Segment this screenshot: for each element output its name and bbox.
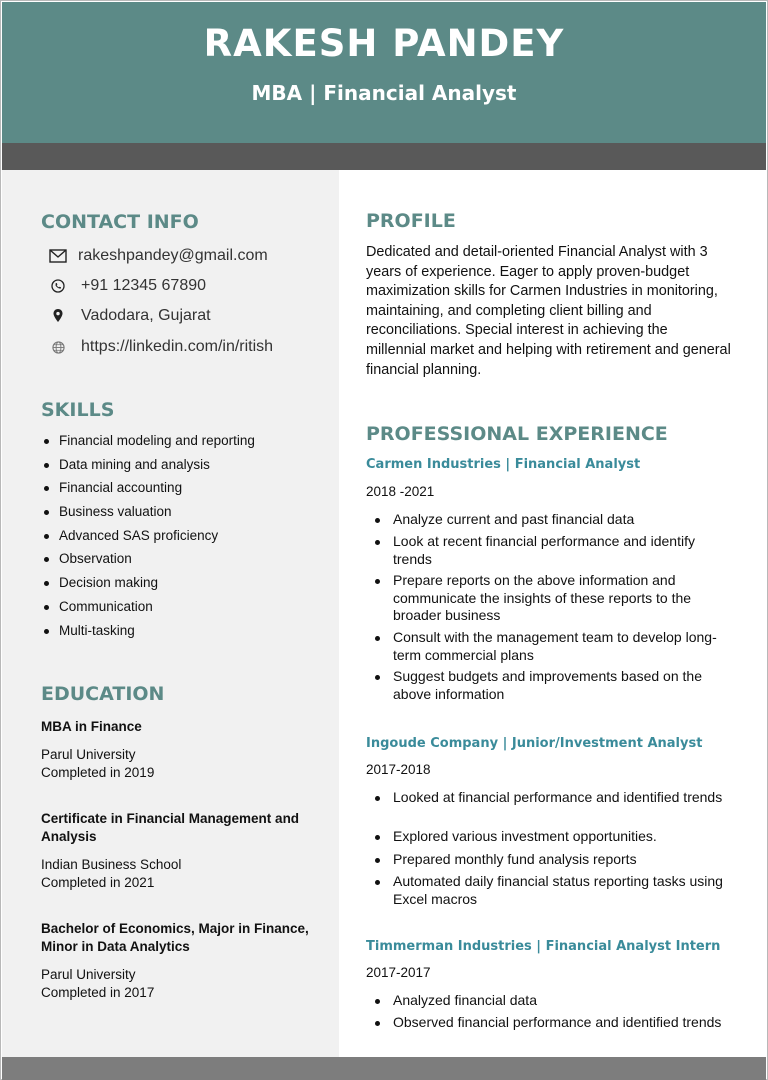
education-completed: Completed in 2019: [41, 765, 155, 780]
resume-header: [2, 2, 766, 143]
header-divider-band: [2, 143, 766, 170]
footer-band: [2, 1057, 766, 1080]
education-school: Parul University: [41, 967, 136, 982]
job-bullet: Observed financial performance and identified trends: [393, 1014, 733, 1032]
contact-info-heading: CONTACT INFO: [41, 211, 199, 233]
candidate-subtitle: MBA | Financial Analyst: [251, 81, 517, 105]
job-bullet: Prepared monthly fund analysis reports: [393, 851, 733, 869]
contact-location: Vadodara, Gujarat: [81, 307, 211, 324]
job-heading: Carmen Industries | Financial Analyst: [366, 457, 641, 472]
job-bullet: Consult with the management team to develop long-term commercial plans: [393, 629, 733, 664]
education-completed: Completed in 2017: [41, 985, 155, 1000]
skill-item: Financial modeling and reporting: [41, 431, 255, 455]
education-degree: Certificate in Financial Management and Analysis: [41, 811, 300, 844]
skill-item: Advanced SAS proficiency: [41, 526, 255, 550]
job-bullet: Analyzed financial data: [393, 992, 733, 1010]
education-school: Parul University: [41, 747, 136, 762]
skill-item: Communication: [41, 597, 255, 621]
globe-icon: [47, 341, 69, 354]
candidate-name: RAKESH PANDEY: [203, 22, 565, 65]
job-heading: Ingoude Company | Junior/Investment Analyst: [366, 736, 703, 751]
contact-email: rakeshpandey@gmail.com: [78, 247, 268, 264]
skill-item: Business valuation: [41, 502, 255, 526]
skills-heading: SKILLS: [41, 399, 115, 421]
profile-summary: Dedicated and detail-oriented Financial Analyst with 3 years of experience. Eager to apply proven-budget maximization skills for Carmen Industries in monitoring, maintaining, and completing client billing and reconciliations. Special interest in achieving the millennial market and helping with retirement and general financial planning.: [366, 244, 731, 378]
education-completed: Completed in 2021: [41, 875, 155, 890]
job-bullet: Look at recent financial performance and identify trends: [393, 533, 733, 568]
skill-item: Multi-tasking: [41, 621, 255, 645]
profile-heading: PROFILE: [366, 210, 456, 232]
education-heading: EDUCATION: [41, 683, 165, 705]
job-bullet: Explored various investment opportunities.: [393, 828, 733, 846]
job-bullet: Automated daily financial status reporting tasks using Excel macros: [393, 873, 733, 908]
skills-list: [41, 431, 255, 644]
job-bullet: Analyze current and past financial data: [393, 511, 733, 529]
envelope-icon: [47, 249, 69, 263]
skill-item: Decision making: [41, 573, 255, 597]
job-bullet: Prepare reports on the above information and communicate the insights of these reports to the broader business: [393, 572, 733, 625]
contact-location-row: [47, 305, 211, 327]
job-dates: 2017-2017: [366, 965, 431, 980]
education-degree: Bachelor of Economics, Major in Finance, Minor in Data Analytics: [41, 921, 309, 954]
phone-icon: [47, 279, 69, 293]
job-dates: 2017-2018: [366, 762, 431, 777]
contact-linkedin-link[interactable]: https://linkedin.com/in/ritish: [81, 338, 274, 355]
job-bullet: Looked at financial performance and identified trends: [393, 789, 733, 807]
location-pin-icon: [47, 309, 69, 323]
education-school: Indian Business School: [41, 857, 182, 872]
job-heading: Timmerman Industries | Financial Analyst Intern: [366, 939, 721, 954]
experience-heading: PROFESSIONAL EXPERIENCE: [366, 423, 668, 445]
contact-phone: +91 12345 67890: [81, 277, 207, 294]
skill-item: Observation: [41, 549, 255, 573]
contact-phone-row: [47, 275, 206, 297]
job-bullet: Suggest budgets and improvements based on the above information: [393, 668, 733, 703]
education-degree: MBA in Finance: [41, 719, 142, 734]
skill-item: Financial accounting: [41, 478, 255, 502]
skill-item: Data mining and analysis: [41, 455, 255, 479]
contact-linkedin-row: [47, 336, 273, 358]
contact-email-row: [47, 245, 268, 267]
job-dates: 2018 -2021: [366, 484, 435, 499]
